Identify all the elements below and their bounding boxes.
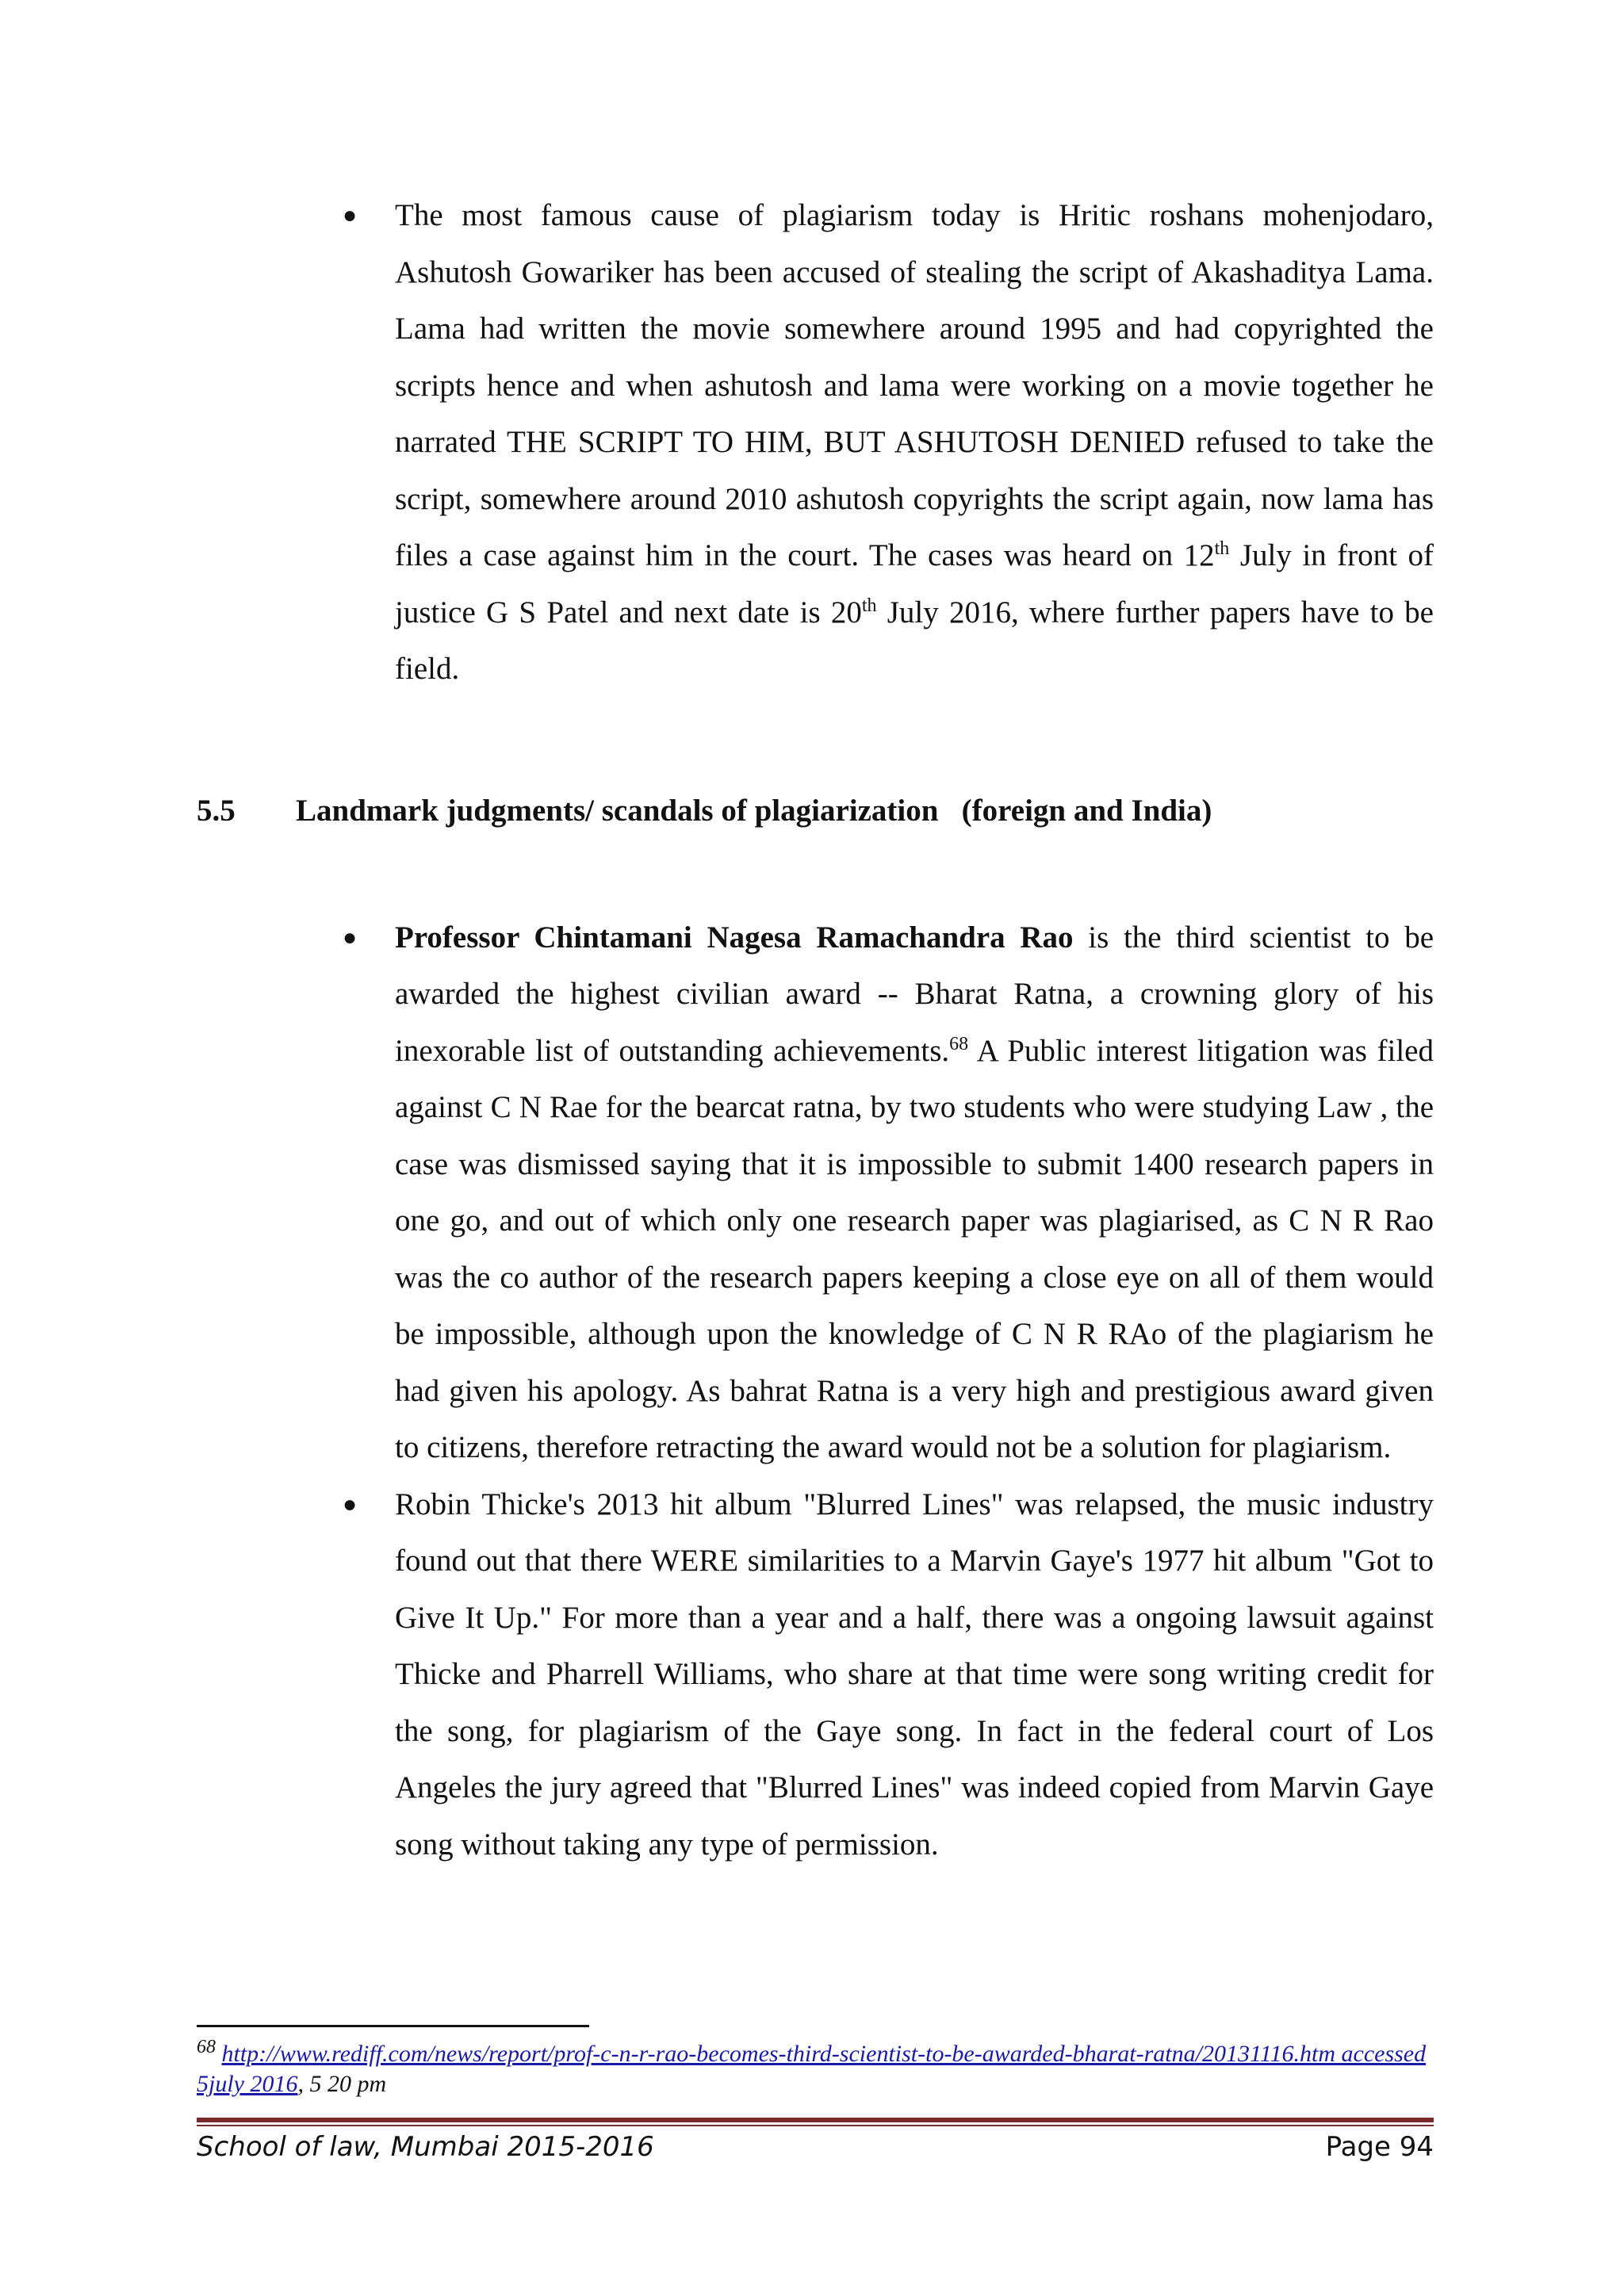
- footnote-number: 68: [197, 2037, 216, 2057]
- bold-name: Professor Chintamani Nagesa Ramachandra Rao: [395, 920, 1074, 955]
- footnote-divider: [197, 2025, 589, 2027]
- page-footer: [197, 2131, 1434, 2163]
- section-number: 5.5: [197, 793, 236, 828]
- bullet-icon: ●: [343, 924, 358, 951]
- bullet-list-top: [197, 187, 1434, 698]
- list-item: [197, 187, 1434, 698]
- page-body: [197, 187, 1434, 1873]
- bullet-list-bottom: [197, 909, 1434, 1873]
- section-heading: [197, 793, 1434, 828]
- list-item: [197, 909, 1434, 1476]
- footnote-link[interactable]: http://www.rediff.com/news/report/prof-c-n-r-rao-becomes-third-scientist-to-be-awarded-bharat-ratna/20131116.htm accessed 5july 2016: [197, 2041, 1427, 2097]
- bullet-icon: ●: [343, 202, 358, 228]
- paragraph-mohenjodaro: The most famous cause of plagiarism today is Hritic roshans mohenjodaro, Ashutosh Gowariker has been accused of stealing the script of Akashaditya Lama. Lama had written the movie somewhere around 1995 and had copyrighted the scripts hence and when ashutosh and lama were working on a movie together he narrated THE SCRIPT TO HIM, BUT ASHUTOSH DENIED refused to take the script, somewhere around 2010 ashutosh copyrights the script again, now lama has files a case against him in the court. The cases was heard on 12th July in front of justice G S Patel and next date is 20th July 2016, where further papers have to be field.: [395, 198, 1434, 686]
- footer-institution: School of law, Mumbai 2015-2016: [197, 2131, 654, 2163]
- section-title: Landmark judgments/ scandals of plagiarization (foreign and India): [296, 793, 1212, 828]
- footer-divider: [197, 2118, 1434, 2122]
- list-item: [197, 1476, 1434, 1873]
- page-number: Page 94: [1325, 2131, 1434, 2163]
- footnote: [197, 2039, 1434, 2099]
- paragraph-blurred-lines: Robin Thicke's 2013 hit album "Blurred Lines" was relapsed, the music industry found out that there WERE similarities to a Marvin Gaye's 1977 hit album "Got to Give It Up." For more than a year and a half, there was a ongoing lawsuit against Thicke and Pharrell Williams, who share at that time were song writing credit for the song, for plagiarism of the Gaye song. In fact in the federal court of Los Angeles the jury agreed that "Blurred Lines" was indeed copied from Marvin Gaye song without taking any type of permission.: [395, 1487, 1434, 1862]
- bullet-icon: ●: [343, 1490, 358, 1517]
- footer-divider-thin: [197, 2125, 1434, 2126]
- paragraph-cnr-rao: is the third scientist to be awarded the highest civilian award -- Bharat Ratna, a crowning glory of his inexorable list of outstanding achievements.$^{68}$ A Public interest litigation was filed against C N Rae for the bearcat ratna, by two students who were studying Law , the case was dismissed saying that it is impossible to submit 1400 research papers in one go, and out of which only one research paper was plagiarised, as C N R Rao was the co author of the research papers keeping a close eye on all of them would be impossible, although upon the knowledge of C N R RAo of the plagiarism he had given his apology. As bahrat Ratna is a very high and prestigious award given to citizens, therefore retracting the award would not be a solution for plagiarism.: [395, 920, 1434, 1464]
- footnote-suffix: , 5 20 pm: [297, 2071, 387, 2097]
